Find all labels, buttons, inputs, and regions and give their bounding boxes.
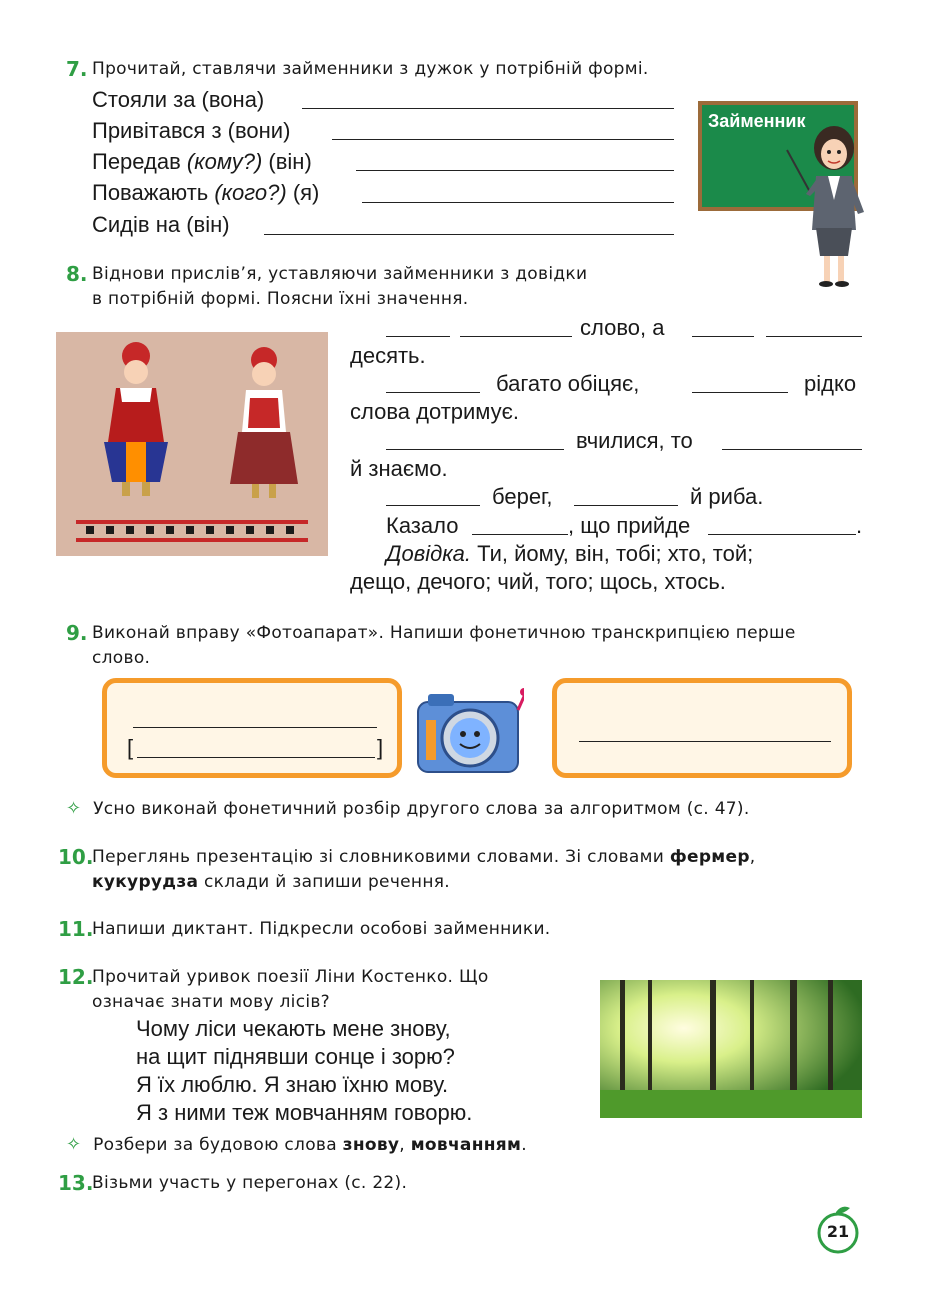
ex8-blank-3b[interactable] [722, 449, 862, 450]
transcription-line[interactable] [137, 757, 375, 758]
ex8-proverb-2-word-1: багато обіцяє, [496, 371, 640, 396]
exercise-8-number: 8. [66, 262, 88, 286]
ex8-blank-4b[interactable] [574, 505, 678, 506]
exercise-12-instruction-1: Прочитай уривок поезії Ліни Костенко. Що [92, 967, 489, 987]
exercise-10-comma: , [749, 847, 756, 867]
folk-dolls-image [56, 332, 328, 556]
exercise-12-instruction-2: означає знати мову лісів? [92, 992, 331, 1012]
ex7-answer-line-1[interactable] [302, 108, 674, 109]
ex8-blank-5b[interactable] [708, 534, 856, 535]
ex7-answer-line-4[interactable] [362, 202, 674, 203]
ex8-proverb-4-word-1: берег, [492, 484, 553, 509]
ex8-blank-1c[interactable] [692, 336, 754, 337]
exercise-11-text: Напиши диктант. Підкресли особові займенники. [92, 919, 551, 939]
exercise-8-instruction-2: в потрібній формі. Поясни їхні значення. [92, 289, 469, 309]
sparkle-icon-2: ✧ [66, 1134, 82, 1155]
photo-frame-right[interactable] [552, 678, 852, 778]
ex8-hint-text-1: Ти, йому, він, тобі; хто, той; [477, 541, 754, 566]
bracket-close: ] [377, 735, 384, 760]
exercise-10-word-1: фермер [669, 847, 750, 867]
exercise-8-instruction-1: Віднови прислів’я, уставляючи займенники з довідки [92, 264, 588, 284]
ex7-line-3-text-c: (він) [262, 149, 312, 174]
ex7-line-3-text-a: Передав [92, 149, 187, 174]
poem-line-1: Чому ліси чекають мене знову, [136, 1016, 451, 1041]
ex8-proverb-5-word-2: , що прийде [568, 513, 691, 538]
transcription-field[interactable] [127, 735, 385, 761]
ex8-hint-label: Довідка. [386, 541, 471, 566]
ex8-blank-3a[interactable] [386, 449, 564, 450]
exercise-10-text-1: Переглянь презентацію зі словниковими словами. Зі словами [92, 847, 670, 867]
ex7-answer-line-2[interactable] [332, 139, 674, 140]
ex8-blank-1d[interactable] [766, 336, 862, 337]
extra-task-2-word-1: знову [342, 1135, 400, 1155]
exercise-10-number: 10. [58, 845, 94, 869]
ex8-proverb-4-word-2: й риба. [690, 484, 764, 509]
ex8-proverb-5-end: . [856, 513, 863, 538]
ex8-blank-4a[interactable] [386, 505, 480, 506]
poem-line-3: Я їх люблю. Я знаю їхню мову. [136, 1072, 449, 1097]
exercise-7-number: 7. [66, 57, 88, 81]
extra-task-1-text: Усно виконай фонетичний розбір другого слова за алгоритмом (с. 47). [93, 799, 750, 819]
ex8-proverb-3-end: й знаємо. [350, 456, 448, 481]
ex7-answer-line-3[interactable] [356, 170, 674, 171]
ex8-blank-1a[interactable] [386, 336, 450, 337]
ex7-line-2-text: Привітався з (вони) [92, 118, 291, 143]
bracket-open: [ [127, 735, 134, 760]
ex7-line-4-text-c: (я) [286, 180, 320, 205]
exercise-9-instruction-2: слово. [92, 648, 151, 668]
exercise-11-number: 11. [58, 917, 94, 941]
forest-illustration [600, 980, 862, 1118]
exercise-10-text-2: склади й запиши речення. [198, 872, 450, 892]
ex8-blank-2a[interactable] [386, 392, 480, 393]
camera-icon [414, 686, 524, 776]
ex8-hint-line-1 [386, 541, 753, 567]
photo-frame-left[interactable] [102, 678, 402, 778]
teacher-illustration [782, 120, 872, 292]
ex8-blank-1b[interactable] [460, 336, 572, 337]
exercise-13-text: Візьми участь у перегонах (с. 22). [92, 1173, 408, 1193]
exercise-12-number: 12. [58, 965, 94, 989]
ex8-proverb-2-word-2: рідко [804, 371, 857, 396]
ex7-line-5-text: Сидів на (він) [92, 212, 230, 237]
ex8-hint-line-2: дещо, дечого; чий, того; щось, хтось. [350, 569, 726, 594]
ex8-proverb-5-word-1: Казало [386, 513, 459, 538]
ex7-line-3-question: (кому?) [186, 149, 263, 174]
ex7-answer-line-5[interactable] [264, 234, 674, 235]
exercise-9-number: 9. [66, 621, 88, 645]
exercise-13-number: 13. [58, 1171, 94, 1195]
ex7-line-3 [92, 149, 312, 175]
ex8-proverb-2-end: слова дотримує. [350, 399, 520, 424]
extra-task-2-word-2: мовчанням [410, 1135, 522, 1155]
folk-dolls-illustration [56, 332, 328, 556]
poem-line-4: Я з ними теж мовчанням говорю. [136, 1100, 473, 1125]
poem-line-2: на щит піднявши сонце і зорю? [136, 1044, 455, 1069]
ex8-blank-2b[interactable] [692, 392, 788, 393]
exercise-9-instruction-1: Виконай вправу «Фотоапарат». Напиши фонетичною транскрипцією перше [92, 623, 796, 643]
extra-task-1 [66, 796, 750, 822]
forest-photo [600, 980, 862, 1118]
exercise-10-line-1 [92, 844, 756, 870]
ex7-line-4-text-a: Поважають [92, 180, 215, 205]
extra-task-2-text: Розбери за будовою слова [93, 1135, 343, 1155]
ex8-proverb-1-end: десять. [350, 343, 426, 368]
ex8-proverb-3-word: вчилися, то [576, 428, 693, 453]
extra-task-2 [66, 1132, 527, 1158]
word-line-right[interactable] [579, 741, 831, 742]
sparkle-icon: ✧ [66, 798, 82, 819]
exercise-10-word-2: кукурудза [92, 872, 199, 892]
ex7-line-5 [92, 212, 230, 238]
extra-task-2-sep: , [399, 1135, 411, 1155]
page-number: 21 [826, 1222, 850, 1241]
exercise-7-instruction: Прочитай, ставлячи займенники з дужок у потрібній формі. [92, 59, 649, 79]
chalkboard-title: Займенник [708, 111, 806, 131]
ex7-line-2 [92, 118, 290, 144]
ex7-line-4-question: (кого?) [214, 180, 287, 205]
ex7-line-4 [92, 180, 319, 206]
extra-task-2-dot: . [521, 1135, 527, 1155]
ex7-line-1 [92, 87, 264, 113]
word-line[interactable] [133, 727, 377, 728]
ex7-line-1-text: Стояли за (вона) [92, 87, 265, 112]
exercise-10-line-2 [92, 869, 450, 895]
ex8-blank-5a[interactable] [472, 534, 568, 535]
ex8-proverb-1-word: слово, а [580, 315, 665, 340]
